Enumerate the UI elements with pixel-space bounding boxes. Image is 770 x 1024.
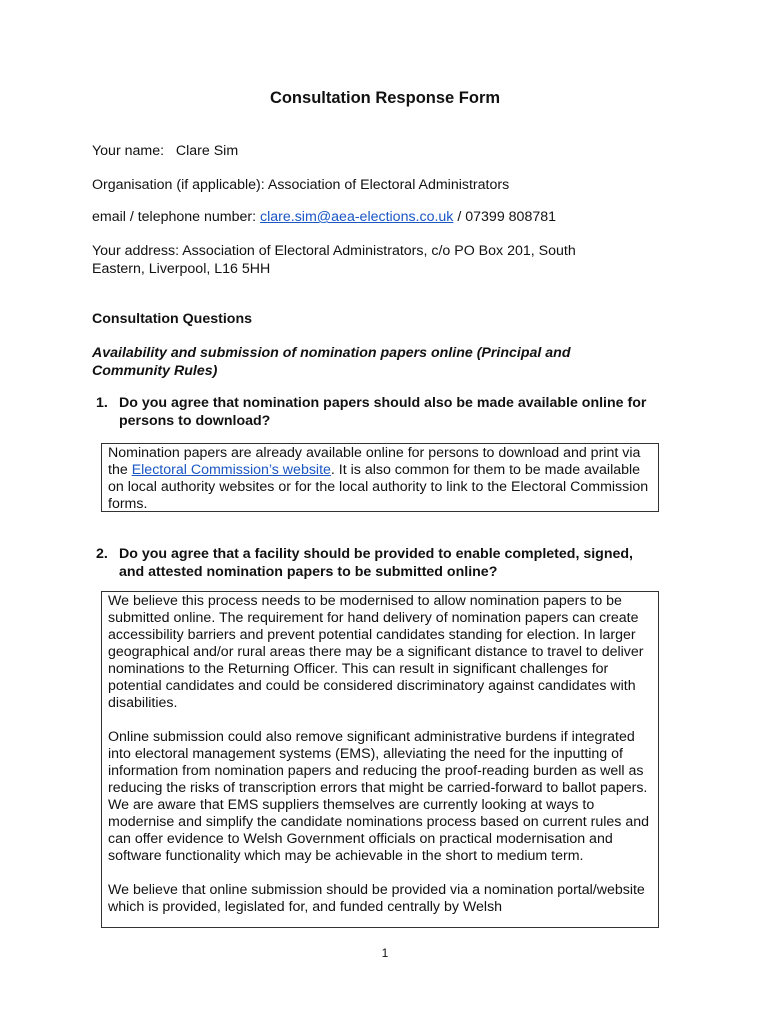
page-number: 1 [381, 946, 389, 960]
question-number: 1. [96, 395, 108, 411]
phone-value: 07399 808781 [465, 209, 557, 225]
question-text: Do you agree that nomination papers should also be made available online for persons to download? [119, 395, 647, 429]
address-value-line1: Association of Electoral Administrators, c/o PO Box 201, South [182, 243, 576, 259]
form-title: Consultation Response Form [269, 89, 501, 107]
answer-paragraph [108, 445, 652, 513]
address-value-line2: Eastern, Liverpool, L16 5HH [92, 261, 271, 277]
contact-line [92, 208, 692, 226]
question-1 [96, 394, 656, 430]
contact-label: email / telephone number: [92, 209, 257, 225]
electoral-commission-link[interactable]: Electoral Commission’s website [131, 462, 331, 478]
organisation-value: Association of Electoral Administrators [267, 177, 510, 193]
name-line [92, 142, 692, 160]
name-label: Your name: [92, 143, 165, 159]
question-2 [96, 545, 656, 581]
section-subheading [92, 344, 692, 380]
question-text: Do you agree that a facility should be provided to enable completed, signed, and attested nomination papers to be submitted online? [119, 546, 633, 580]
organisation-line [92, 176, 692, 194]
answer-box-1[interactable] [101, 443, 659, 512]
answer-paragraph: We believe this process needs to be modernised to allow nomination papers to be submitted online. The requirement for hand delivery of nomination papers can create accessibility barriers and prevent potential candidates standing for election. In larger geographical and/or rural areas there may be a significant distance to travel to deliver nominations to the Returning Officer. This can result in significant challenges for potential candidates and could be considered discriminatory against candidates with disabilities. [108, 593, 644, 711]
answer-paragraph: Online submission could also remove significant administrative burdens if integrated into electoral management systems (EMS), alleviating the need for the inputting of information from nomination papers and reducing the proof-reading burden as well as reducing the risks of transcription errors that might be carried-forward to ballot papers. We are aware that EMS suppliers themselves are currently looking at ways to modernise and simplify the candidate nominations process based on current rules and can offer evidence to Welsh Government officials on practical modernisation and software functionality which may be achievable in the short to medium term. [108, 729, 650, 864]
address-line [92, 242, 692, 278]
address-label: Your address: [92, 243, 180, 259]
answer-paragraph: We believe that online submission should be provided via a nomination portal/website which is provided, legislated for, and funded centrally by Welsh [108, 882, 645, 915]
name-value: Clare Sim [175, 143, 239, 159]
answer-text: Nomination papers are already available online for persons to download and print via the [108, 445, 641, 478]
section-heading: Consultation Questions [92, 311, 253, 327]
section-subheading-line1: Availability and submission of nomination papers online (Principal and [92, 345, 571, 361]
answer-box-2[interactable] [101, 591, 659, 928]
email-link[interactable]: clare.sim@aea-elections.co.uk [260, 209, 454, 225]
contact-separator: / [457, 209, 462, 225]
question-number: 2. [96, 546, 108, 562]
answer-text: . It is also common for them to be made available on local authority websites or for the local authority to link to the Electoral Commission forms. [108, 462, 649, 512]
organisation-label: Organisation (if applicable): [92, 177, 265, 193]
section-subheading-line2: Community Rules) [92, 363, 218, 379]
